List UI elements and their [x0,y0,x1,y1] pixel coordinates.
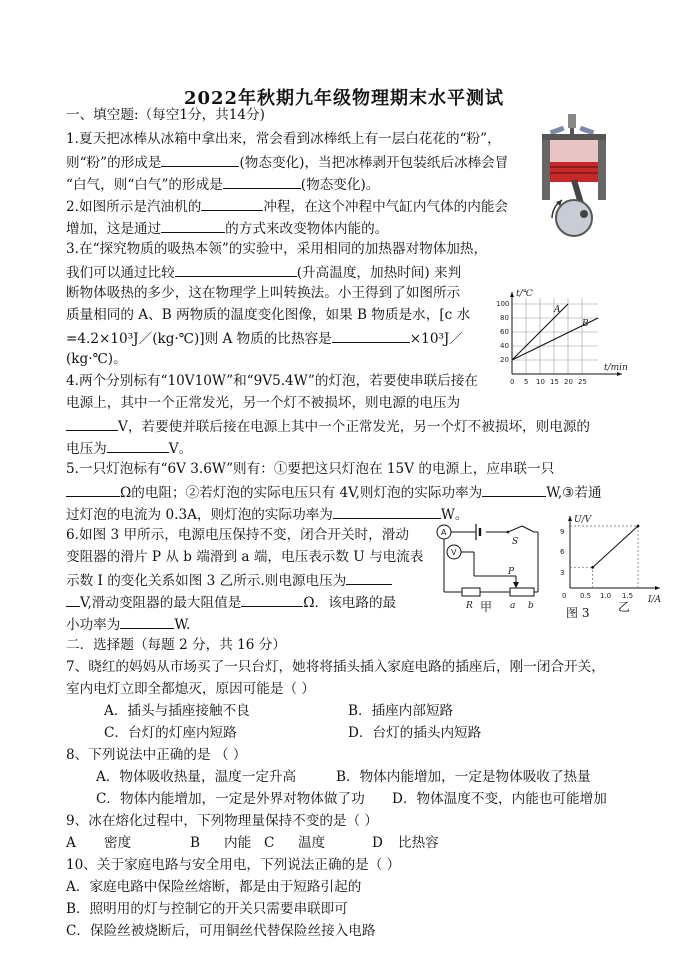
q1-blank1[interactable] [161,152,239,167]
q8-stem: 8、下列说法中正确的是 （ ） [66,747,247,763]
y-axis-label: t/℃ [516,289,533,299]
q3-temperature-graph [486,286,636,398]
q3-blank2[interactable] [332,328,410,343]
switch-s [508,526,522,532]
q9-option-a-letter: A [66,835,76,851]
q6-blank3[interactable] [120,614,174,629]
q3-line1: 3.在“探究物质的吸热本领”的实验中，采用相同的加热器对物体加热， [66,241,488,257]
q6-blank1-cont[interactable] [66,592,80,607]
q8-option-d[interactable]: D．物体温度不变，内能也可能增加 [392,791,607,807]
y-tick: 9 [560,528,565,536]
q10-option-a[interactable]: A．家庭电路中保险丝熔断，都是由于短路引起的 [66,879,362,895]
engine-cylinder-figure [532,114,616,240]
q6-blank2[interactable] [241,592,303,607]
q1-line3: “白气，则“白气”的形成是 (物态变化)。 [66,174,379,194]
q4-line1: 4.两个分别标有“10V10W”和“9V5.4W”的灯泡，若要使串联后接在 [66,373,478,389]
q6-line4: V,滑动变阻器的最大阻值是 Ω．该电路的最 [66,592,396,612]
x-axis-label: t/min [604,363,628,373]
q2-line2: 增加，这是通过 的方式来改变物体内能的。 [66,218,388,238]
q7-option-a[interactable]: A．插头与插座接触不良 [104,703,250,719]
end-b-label: b [528,601,534,610]
q10-option-b[interactable]: B．照明用的灯与控制它的开关只需要串联即可 [66,901,348,917]
q5-blank1[interactable] [66,482,120,497]
q3-line2: 我们可以通过比较 (升高温度，加热时间) 来判 [66,262,461,282]
y-tick: 3 [560,569,565,577]
figure3-ui-graph [548,512,666,604]
q9-option-a[interactable]: 密度 [104,835,132,851]
y-tick: 20 [500,356,509,364]
section1-heading: 一、填空题:（每空1分，共14分) [66,107,265,123]
q9-option-b[interactable]: 内能 [224,835,252,851]
exam-title: 2022年秋期九年级物理期末水平测试 [183,88,505,109]
q3-line5: =4.2×10³J／(kg·℃)]则 A 物质的比热容是 ×10³J／ [66,328,463,348]
q2-blank1[interactable] [201,196,263,211]
q6-line5: 小功率为 W. [66,614,190,634]
line-b-label: B [582,319,589,329]
y-tick: 80 [500,314,509,322]
q4-line2: 电源上，其中一个正常发光，另一个灯不被损坏，则电源的电压为 [66,395,461,411]
q4-line4: 电压为 V。 [66,438,192,458]
q9-option-c[interactable]: 温度 [298,835,326,851]
q8-option-c[interactable]: C．物体内能增加，一定是外界对物体做了功 [96,791,365,807]
cylinder-wall-right [598,140,606,200]
ui-series-line [593,526,638,567]
q2-line1: 2.如图所示是汽油机的 冲程，在这个冲程中气缸内气体的内能会 [66,196,508,216]
resistor-label: R [466,601,473,610]
x-tick: 0 [510,378,515,386]
y-tick: 100 [496,300,510,308]
q2-blank2[interactable] [161,218,225,233]
q5-line1: 5.一只灯泡标有“6V 3.6W”则有：①要把这只灯泡在 15V 的电源上，应串联一只 [66,461,555,477]
figure3-caption: 图 3 [566,606,590,620]
slider-label: P [508,567,515,577]
rheostat [510,588,534,596]
exhaust-valve [579,126,594,135]
section2-heading: 二．选择题（每题 2 分，共 16 分） [66,637,286,653]
x-axis-label: I/A [648,595,662,604]
q5-line3: 过灯泡的电流为 0.3A，则灯泡的实际功率为 W。 [66,504,468,524]
q1-line1: 1.夏天把冰棒从冰箱中拿出来，常会看到冰棒纸上有一层白花花的“粉”， [66,131,501,147]
line-a-label: A [554,305,561,315]
y-axis-label: U/V [574,515,592,525]
y-tick: 6 [560,548,565,556]
q1-blank2[interactable] [223,174,301,189]
q10-stem: 10、关于家庭电路与安全用电，下列说法正确的是（ ） [66,857,401,873]
x-tick: 0.5 [580,592,592,600]
crankshaft [556,200,592,236]
x-tick: 1.0 [600,592,612,600]
q9-option-d-letter: D [372,835,383,851]
q9-option-b-letter: B [190,835,200,851]
x-tick: 0 [562,592,567,600]
q7-option-b[interactable]: B．插座内部短路 [348,703,454,719]
q5-blank2[interactable] [482,482,546,497]
q9-stem: 9、冰在熔化过程中，下列物理量保持不变的是（ ） [66,813,379,829]
resistor-r [462,588,480,596]
figure3-label-jia: 甲 [480,600,493,614]
ammeter-label: A [441,528,447,537]
q6-line2: 变阻器的滑片 P 从 b 端滑到 a 端，电压表示数 U 与电流表 [66,549,424,565]
q10-option-c[interactable]: C．保险丝被烧断后，可用铜丝代替保险丝接入电路 [66,923,376,939]
y-tick: 40 [500,342,509,350]
ui-data-point [637,525,640,528]
q6-line1: 6.如图 3 甲所示，电源电压保持不变，闭合开关时，滑动 [66,527,409,543]
q3-blank1[interactable] [175,262,297,277]
q3-line3: 断物体吸热的多少，这在物理学上叫转换法。小王得到了如图所示 [66,285,461,301]
cylinder-wall-left [542,140,550,200]
q3-line4: 质量相同的 A、B 两物质的温度变化图像，如果 B 物质是水，[c 水 [66,307,471,323]
x-tick: 20 [564,378,573,386]
q1-line2: 则“粉”的形成是 (物态变化)，当把冰棒剥开包装纸后冰棒会冒 [66,152,508,172]
q5-blank3[interactable] [333,504,441,519]
figure3-circuit [430,514,546,610]
x-tick: 10 [536,378,545,386]
q4-blank2[interactable] [107,438,169,453]
y-tick: 60 [500,328,509,336]
q5-line2: Ω的电阻；②若灯泡的实际电压只有 4V,则灯泡的实际功率为 W,③若通 [66,482,602,502]
q6-blank1[interactable] [346,570,392,585]
end-a-label: a [510,601,516,610]
combustion-chamber [550,140,598,162]
q3-line6: (kg·℃)。 [66,351,127,367]
intake-valve [550,126,565,135]
q8-option-b[interactable]: B．物体内能增加，一定是物体吸收了热量 [336,769,591,785]
q4-line3: V，若要使并联后接在电源上其中一个正常发光，另一个灯不被损坏，则电源的 [66,416,590,436]
q9-option-d[interactable]: 比热容 [398,835,439,851]
q7-stem1: 7、晓红的妈妈从市场买了一只台灯，她将将插头插入家庭电路的插座后，刚一闭合开关， [66,659,605,675]
q6-line3: 示数 I 的变化关系如图 3 乙所示.则电源电压为 [66,570,392,590]
voltmeter-label: V [451,548,457,557]
x-tick: 1.5 [622,592,634,600]
q7-option-d[interactable]: D．台灯的插头内短路 [348,725,482,741]
figure3-label-yi: 乙 [618,600,631,614]
q8-option-a[interactable]: A．物体吸收热量，温度一定升高 [96,769,297,785]
q4-blank1[interactable] [66,416,118,431]
ui-data-point [591,566,594,569]
q7-option-c[interactable]: C．台灯的灯座内短路 [104,725,237,741]
x-tick: 5 [524,378,529,386]
spark-plug [568,114,576,128]
switch-label: S [512,537,519,547]
q9-option-c-letter: C [264,835,275,851]
x-tick: 25 [578,378,587,386]
slider-arrow-icon [513,582,519,588]
x-tick: 15 [550,378,559,386]
q7-stem2: 室内电灯立即全都熄灭，原因可能是（ ） [66,681,316,697]
